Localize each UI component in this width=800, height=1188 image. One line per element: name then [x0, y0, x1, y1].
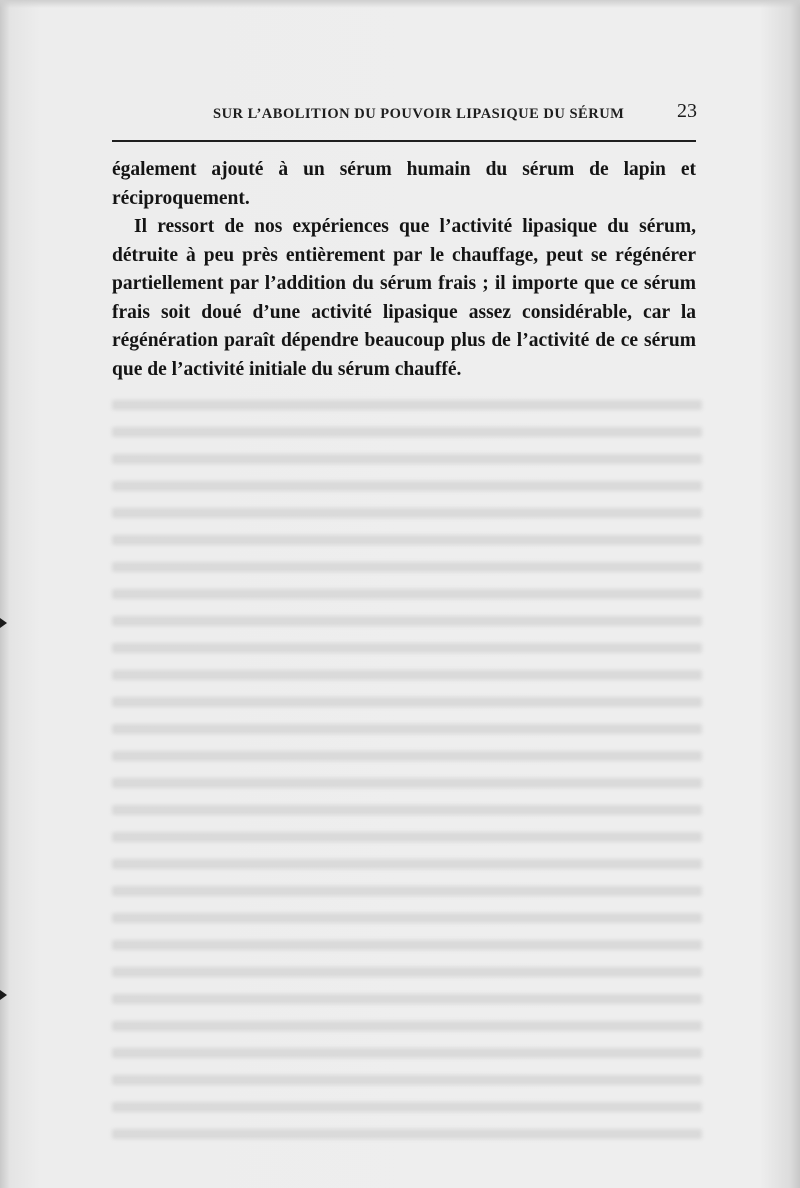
page-top-edge [0, 0, 800, 8]
body-text [112, 156, 696, 384]
running-header [112, 100, 700, 130]
margin-mark [0, 618, 7, 628]
header-rule [112, 140, 696, 142]
paragraph-conclusion: Il ressort de nos expériences que l’activité lipasique du sérum, détruite à peu près entièrement par le chauffage, peut se régénérer partiellement par l’addition du sérum frais ; il importe que ce sérum frais soit doué d’une activité lipasique assez considérable, car la régénération paraît dépendre beaucoup plus de l’activité de ce sérum que de l’activité initiale du sérum chauffé. [112, 216, 696, 380]
show-through-text [112, 390, 702, 1150]
page-number: 23 [677, 100, 697, 122]
margin-mark [0, 990, 7, 1000]
running-title: SUR L’ABOLITION DU POUVOIR LIPASIQUE DU SÉRUM [213, 106, 625, 122]
paragraph-continuation: également ajouté à un sérum humain du sérum de lapin et réciproquement. [112, 159, 696, 209]
